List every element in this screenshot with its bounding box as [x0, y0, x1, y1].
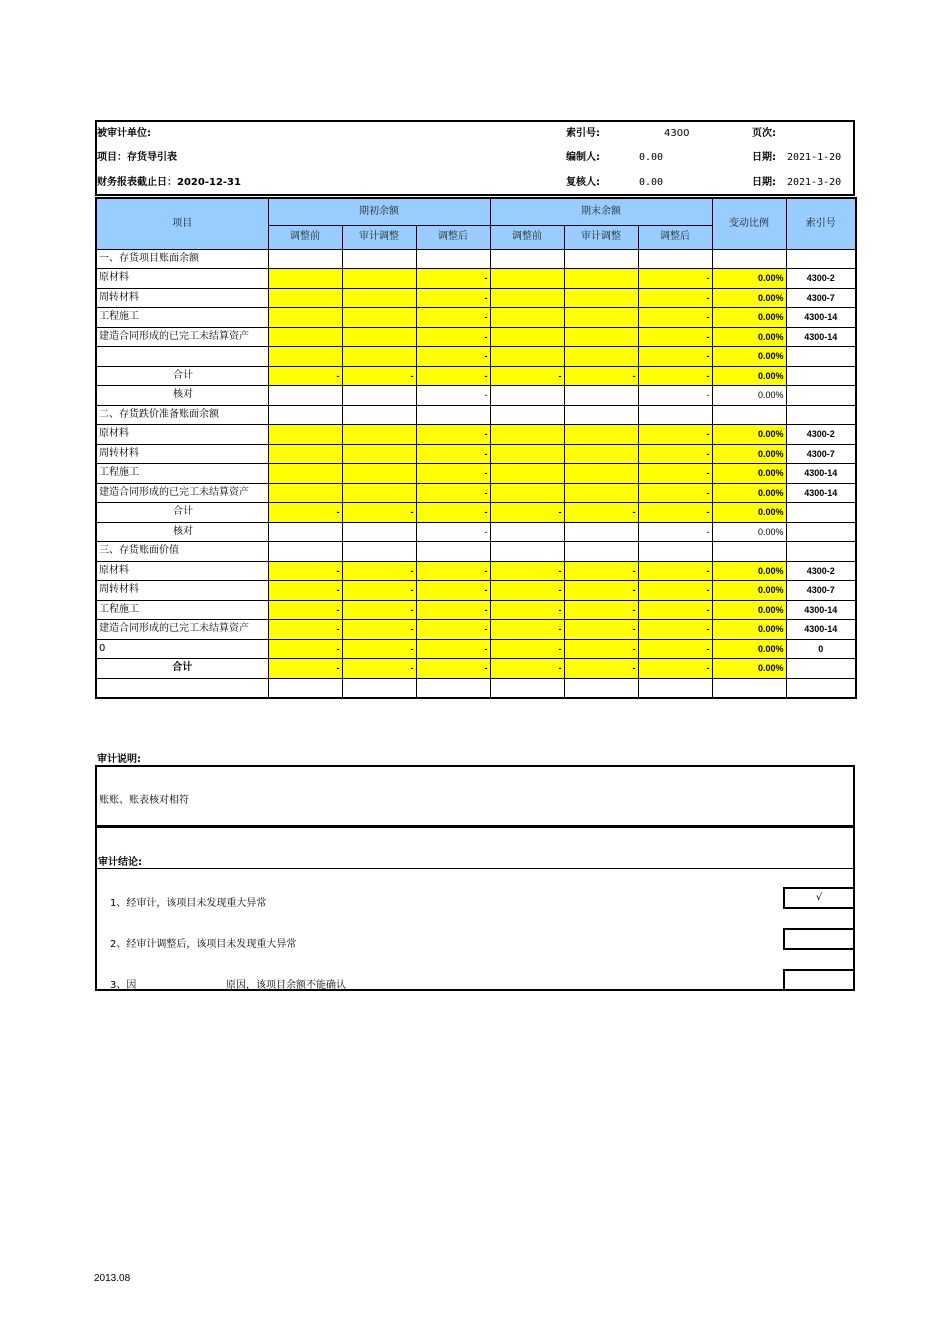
amount-cell[interactable] — [564, 464, 638, 484]
amount-cell[interactable] — [416, 678, 490, 698]
index-ref-cell[interactable] — [786, 386, 856, 406]
amount-cell[interactable] — [342, 405, 416, 425]
amount-cell[interactable] — [268, 483, 342, 503]
amount-cell[interactable] — [416, 249, 490, 269]
index-ref-cell[interactable] — [786, 347, 856, 367]
amount-cell[interactable]: - — [416, 503, 490, 523]
row-label: 二、存货跌价准备账面余额 — [96, 405, 268, 425]
table-row — [96, 503, 856, 523]
sub-after-header: 调整后 — [638, 225, 712, 249]
amount-cell[interactable]: - — [564, 503, 638, 523]
amount-cell[interactable]: - — [416, 620, 490, 640]
amount-cell[interactable] — [268, 347, 342, 367]
amount-cell[interactable] — [342, 542, 416, 562]
inventory-table — [95, 197, 857, 699]
reviewer-value: 0.00 — [639, 177, 664, 188]
amount-cell[interactable]: - — [342, 366, 416, 386]
index-ref-cell[interactable] — [786, 405, 856, 425]
amount-cell[interactable] — [268, 464, 342, 484]
amount-cell[interactable] — [490, 327, 564, 347]
amount-cell[interactable]: - — [416, 581, 490, 601]
amount-cell[interactable] — [564, 678, 638, 698]
row-label: 建造合同形成的已完工未结算资产 — [96, 483, 268, 503]
amount-cell[interactable]: - — [564, 366, 638, 386]
row-label: 工程施工 — [96, 464, 268, 484]
amount-cell[interactable]: - — [416, 483, 490, 503]
amount-cell[interactable]: - — [638, 620, 712, 640]
amount-cell[interactable] — [268, 288, 342, 308]
index-ref-cell[interactable]: 4300-14 — [786, 483, 856, 503]
change-ratio-cell: 0.00% — [712, 561, 786, 581]
amount-cell[interactable] — [564, 269, 638, 289]
table-row — [96, 522, 856, 542]
row-label: 建造合同形成的已完工未结算资产 — [96, 327, 268, 347]
index-ref-cell[interactable]: 4300-2 — [786, 561, 856, 581]
change-ratio-cell: 0.00% — [712, 269, 786, 289]
amount-cell[interactable] — [490, 308, 564, 328]
conclusion-3-suffix: 原因，该项目余额不能确认 — [226, 980, 346, 991]
change-ratio-cell: 0.00% — [712, 347, 786, 367]
change-ratio-cell: 0.00% — [712, 659, 786, 679]
amount-cell[interactable] — [416, 542, 490, 562]
table-row — [96, 249, 856, 269]
amount-cell[interactable]: - — [416, 386, 490, 406]
change-ratio-cell: 0.00% — [712, 483, 786, 503]
index-value: 4300 — [664, 128, 690, 139]
amount-cell[interactable] — [342, 483, 416, 503]
conclusion-3-prefix: 3、因 — [110, 980, 137, 991]
amount-cell[interactable]: - — [638, 581, 712, 601]
amount-cell[interactable] — [490, 405, 564, 425]
amount-cell[interactable] — [490, 288, 564, 308]
conclusion-1-checkbox[interactable]: √ — [783, 887, 855, 909]
index-ref-cell[interactable] — [786, 503, 856, 523]
conclusion-label: 审计结论: — [98, 857, 142, 868]
amount-cell[interactable]: - — [490, 620, 564, 640]
amount-cell[interactable] — [564, 347, 638, 367]
col-item-header: 项目 — [96, 198, 268, 249]
row-label: 合计 — [96, 503, 268, 523]
amount-cell[interactable] — [268, 542, 342, 562]
amount-cell[interactable] — [490, 464, 564, 484]
index-ref-cell[interactable]: 4300-14 — [786, 620, 856, 640]
amount-cell[interactable] — [268, 522, 342, 542]
conclusion-1: 1、经审计，该项目未发现重大异常 — [110, 898, 267, 909]
amount-cell[interactable]: - — [638, 288, 712, 308]
change-ratio-cell: 0.00% — [712, 366, 786, 386]
index-ref-cell[interactable] — [786, 522, 856, 542]
date1-label: 日期: — [752, 152, 776, 163]
date2-label: 日期: — [752, 177, 776, 188]
sub-after-header: 调整后 — [416, 225, 490, 249]
project-label: 项目：存货导引表 — [97, 152, 177, 163]
amount-cell[interactable] — [268, 444, 342, 464]
change-ratio-cell — [712, 249, 786, 269]
change-ratio-cell: 0.00% — [712, 503, 786, 523]
amount-cell[interactable] — [490, 542, 564, 562]
amount-cell[interactable] — [490, 444, 564, 464]
amount-cell[interactable] — [342, 464, 416, 484]
index-ref-cell[interactable]: 4300-14 — [786, 308, 856, 328]
row-label: 周转材料 — [96, 581, 268, 601]
change-ratio-cell: 0.00% — [712, 464, 786, 484]
amount-cell[interactable] — [268, 327, 342, 347]
table-row — [96, 425, 856, 445]
amount-cell[interactable]: - — [638, 444, 712, 464]
amount-cell[interactable]: - — [342, 620, 416, 640]
amount-cell[interactable] — [490, 269, 564, 289]
amount-cell[interactable] — [342, 347, 416, 367]
amount-cell[interactable]: - — [638, 483, 712, 503]
amount-cell[interactable] — [490, 386, 564, 406]
amount-cell[interactable]: - — [268, 620, 342, 640]
table-row — [96, 639, 856, 659]
index-ref-cell[interactable]: 0 — [786, 639, 856, 659]
conclusion-box — [95, 826, 855, 991]
amount-cell[interactable] — [342, 678, 416, 698]
amount-cell[interactable]: - — [416, 269, 490, 289]
row-label: 合计 — [96, 366, 268, 386]
table-row — [96, 659, 856, 679]
table-row — [96, 678, 856, 698]
amount-cell[interactable]: - — [416, 464, 490, 484]
amount-cell[interactable]: - — [416, 288, 490, 308]
amount-cell[interactable]: - — [490, 581, 564, 601]
amount-cell[interactable]: - — [638, 561, 712, 581]
amount-cell[interactable]: - — [638, 386, 712, 406]
amount-cell[interactable]: - — [342, 600, 416, 620]
amount-cell[interactable]: - — [416, 347, 490, 367]
amount-cell[interactable] — [342, 308, 416, 328]
change-ratio-cell: 0.00% — [712, 386, 786, 406]
amount-cell[interactable]: - — [342, 561, 416, 581]
preparer-label: 编制人: — [566, 152, 600, 163]
amount-cell[interactable]: - — [638, 639, 712, 659]
sub-audit-header: 审计调整 — [342, 225, 416, 249]
amount-cell[interactable] — [564, 425, 638, 445]
amount-cell[interactable] — [490, 249, 564, 269]
reviewer-label: 复核人: — [566, 177, 600, 188]
change-ratio-cell: 0.00% — [712, 444, 786, 464]
sub-before-header: 调整前 — [490, 225, 564, 249]
amount-cell[interactable]: - — [268, 581, 342, 601]
table-row — [96, 269, 856, 289]
index-ref-cell[interactable]: 4300-7 — [786, 581, 856, 601]
date1-value: 2021-1-20 — [787, 152, 842, 163]
amount-cell[interactable] — [564, 405, 638, 425]
amount-cell[interactable]: - — [268, 639, 342, 659]
index-ref-cell[interactable] — [786, 659, 856, 679]
index-ref-cell[interactable] — [786, 249, 856, 269]
amount-cell[interactable]: - — [268, 561, 342, 581]
amount-cell[interactable] — [268, 678, 342, 698]
amount-cell[interactable] — [342, 249, 416, 269]
table-row — [96, 464, 856, 484]
row-label — [96, 678, 268, 698]
index-label: 索引号: — [566, 128, 600, 139]
change-ratio-cell: 0.00% — [712, 327, 786, 347]
table-row — [96, 542, 856, 562]
table-row — [96, 288, 856, 308]
amount-cell[interactable] — [564, 249, 638, 269]
amount-cell[interactable]: - — [416, 327, 490, 347]
row-label: 三、存货账面价值 — [96, 542, 268, 562]
explanation-text: 账账、账表核对相符 — [99, 795, 189, 806]
amount-cell[interactable]: - — [416, 600, 490, 620]
amount-cell[interactable]: - — [342, 639, 416, 659]
amount-cell[interactable]: - — [416, 522, 490, 542]
amount-cell[interactable] — [638, 542, 712, 562]
change-ratio-cell: 0.00% — [712, 308, 786, 328]
index-ref-cell[interactable]: 4300-14 — [786, 464, 856, 484]
conclusion-3-checkbox[interactable] — [783, 969, 855, 991]
amount-cell[interactable]: - — [638, 600, 712, 620]
change-ratio-cell: 0.00% — [712, 522, 786, 542]
row-label: 核对 — [96, 522, 268, 542]
amount-cell[interactable] — [342, 444, 416, 464]
amount-cell[interactable]: - — [638, 659, 712, 679]
amount-cell[interactable] — [268, 405, 342, 425]
amount-cell[interactable]: - — [416, 639, 490, 659]
row-label — [96, 347, 268, 367]
amount-cell[interactable] — [342, 327, 416, 347]
amount-cell[interactable] — [342, 386, 416, 406]
row-label: 工程施工 — [96, 308, 268, 328]
amount-cell[interactable] — [564, 288, 638, 308]
amount-cell[interactable] — [268, 269, 342, 289]
change-ratio-cell: 0.00% — [712, 639, 786, 659]
index-ref-cell[interactable]: 4300-7 — [786, 444, 856, 464]
amount-cell[interactable]: - — [564, 581, 638, 601]
amount-cell[interactable] — [416, 405, 490, 425]
amount-cell[interactable]: - — [638, 425, 712, 445]
amount-cell[interactable] — [564, 522, 638, 542]
row-label: 周转材料 — [96, 444, 268, 464]
preparer-value: 0.00 — [639, 152, 664, 163]
amount-cell[interactable]: - — [638, 269, 712, 289]
change-ratio-cell: 0.00% — [712, 620, 786, 640]
amount-cell[interactable]: - — [638, 522, 712, 542]
table-row — [96, 444, 856, 464]
amount-cell[interactable]: - — [564, 620, 638, 640]
amount-cell[interactable]: - — [268, 503, 342, 523]
amount-cell[interactable]: - — [638, 347, 712, 367]
amount-cell[interactable] — [638, 678, 712, 698]
amount-cell[interactable] — [268, 386, 342, 406]
amount-cell[interactable]: - — [416, 308, 490, 328]
row-label: 周转材料 — [96, 288, 268, 308]
conclusion-divider — [97, 868, 853, 869]
date2-value: 2021-3-20 — [787, 177, 842, 188]
amount-cell[interactable]: - — [268, 600, 342, 620]
change-ratio-cell — [712, 678, 786, 698]
amount-cell[interactable] — [564, 327, 638, 347]
amount-cell[interactable]: - — [564, 600, 638, 620]
amount-cell[interactable] — [342, 425, 416, 445]
amount-cell[interactable]: - — [416, 366, 490, 386]
index-ref-cell[interactable]: 4300-2 — [786, 425, 856, 445]
amount-cell[interactable]: - — [564, 561, 638, 581]
index-ref-cell[interactable]: 4300-14 — [786, 600, 856, 620]
row-label: 原材料 — [96, 269, 268, 289]
col-change-header: 变动比例 — [712, 198, 786, 249]
row-label: 建造合同形成的已完工未结算资产 — [96, 620, 268, 640]
amount-cell[interactable] — [490, 483, 564, 503]
col-closing-header: 期末余额 — [490, 198, 712, 225]
amount-cell[interactable] — [490, 522, 564, 542]
amount-cell[interactable]: - — [342, 503, 416, 523]
period-label: 财务报表截止日：2020-12-31 — [97, 177, 241, 188]
auditee-label: 被审计单位: — [97, 128, 151, 139]
change-ratio-cell: 0.00% — [712, 600, 786, 620]
amount-cell[interactable]: - — [490, 561, 564, 581]
amount-cell[interactable]: - — [416, 561, 490, 581]
amount-cell[interactable]: - — [416, 659, 490, 679]
change-ratio-cell: 0.00% — [712, 425, 786, 445]
col-index-header: 索引号 — [786, 198, 856, 249]
amount-cell[interactable] — [268, 249, 342, 269]
table-row — [96, 483, 856, 503]
amount-cell[interactable]: - — [268, 366, 342, 386]
amount-cell[interactable] — [342, 269, 416, 289]
table-row — [96, 561, 856, 581]
explanation-box — [95, 765, 855, 827]
amount-cell[interactable]: - — [342, 659, 416, 679]
row-label: 工程施工 — [96, 600, 268, 620]
table-row — [96, 327, 856, 347]
amount-cell[interactable] — [564, 386, 638, 406]
table-row — [96, 386, 856, 406]
conclusion-2: 2、经审计调整后，该项目未发现重大异常 — [110, 939, 297, 950]
amount-cell[interactable]: - — [564, 659, 638, 679]
amount-cell[interactable] — [342, 288, 416, 308]
amount-cell[interactable]: - — [490, 639, 564, 659]
amount-cell[interactable] — [268, 308, 342, 328]
amount-cell[interactable] — [342, 522, 416, 542]
page-label: 页次: — [752, 128, 776, 139]
amount-cell[interactable]: - — [638, 503, 712, 523]
change-ratio-cell: 0.00% — [712, 581, 786, 601]
table-row — [96, 308, 856, 328]
table-row — [96, 405, 856, 425]
amount-cell[interactable]: - — [416, 425, 490, 445]
amount-cell[interactable]: - — [490, 600, 564, 620]
row-label: 原材料 — [96, 425, 268, 445]
row-label: 合计 — [96, 659, 268, 679]
amount-cell[interactable]: - — [564, 639, 638, 659]
amount-cell[interactable] — [564, 308, 638, 328]
amount-cell[interactable]: - — [638, 366, 712, 386]
col-opening-header: 期初余额 — [268, 198, 490, 225]
table-row — [96, 347, 856, 367]
change-ratio-cell — [712, 542, 786, 562]
amount-cell[interactable]: - — [638, 327, 712, 347]
row-label: 一、存货项目账面余额 — [96, 249, 268, 269]
amount-cell[interactable]: - — [342, 581, 416, 601]
amount-cell[interactable] — [564, 483, 638, 503]
index-ref-cell[interactable]: 4300-2 — [786, 269, 856, 289]
amount-cell[interactable] — [490, 425, 564, 445]
table-row — [96, 366, 856, 386]
amount-cell[interactable] — [490, 347, 564, 367]
amount-cell[interactable]: - — [490, 366, 564, 386]
row-label: 核对 — [96, 386, 268, 406]
amount-cell[interactable] — [638, 405, 712, 425]
change-ratio-cell — [712, 405, 786, 425]
index-ref-cell[interactable]: 4300-14 — [786, 327, 856, 347]
table-row — [96, 620, 856, 640]
amount-cell[interactable] — [564, 542, 638, 562]
amount-cell[interactable] — [638, 249, 712, 269]
amount-cell[interactable] — [268, 425, 342, 445]
sub-before-header: 调整前 — [268, 225, 342, 249]
row-label: 0 — [96, 639, 268, 659]
version-footer: 2013.08 — [94, 1273, 131, 1284]
change-ratio-cell: 0.00% — [712, 288, 786, 308]
amount-cell[interactable]: - — [638, 464, 712, 484]
amount-cell[interactable] — [490, 678, 564, 698]
table-row — [96, 600, 856, 620]
index-ref-cell[interactable] — [786, 366, 856, 386]
explanation-label: 审计说明: — [97, 754, 141, 765]
amount-cell[interactable]: - — [416, 444, 490, 464]
header-block — [95, 120, 855, 196]
amount-cell[interactable]: - — [490, 659, 564, 679]
row-label: 原材料 — [96, 561, 268, 581]
amount-cell[interactable] — [564, 444, 638, 464]
sub-audit-header: 审计调整 — [564, 225, 638, 249]
index-ref-cell[interactable] — [786, 678, 856, 698]
table-row — [96, 581, 856, 601]
index-ref-cell[interactable]: 4300-7 — [786, 288, 856, 308]
amount-cell[interactable]: - — [490, 503, 564, 523]
index-ref-cell[interactable] — [786, 542, 856, 562]
amount-cell[interactable]: - — [638, 308, 712, 328]
conclusion-2-checkbox[interactable] — [783, 928, 855, 950]
amount-cell[interactable]: - — [268, 659, 342, 679]
